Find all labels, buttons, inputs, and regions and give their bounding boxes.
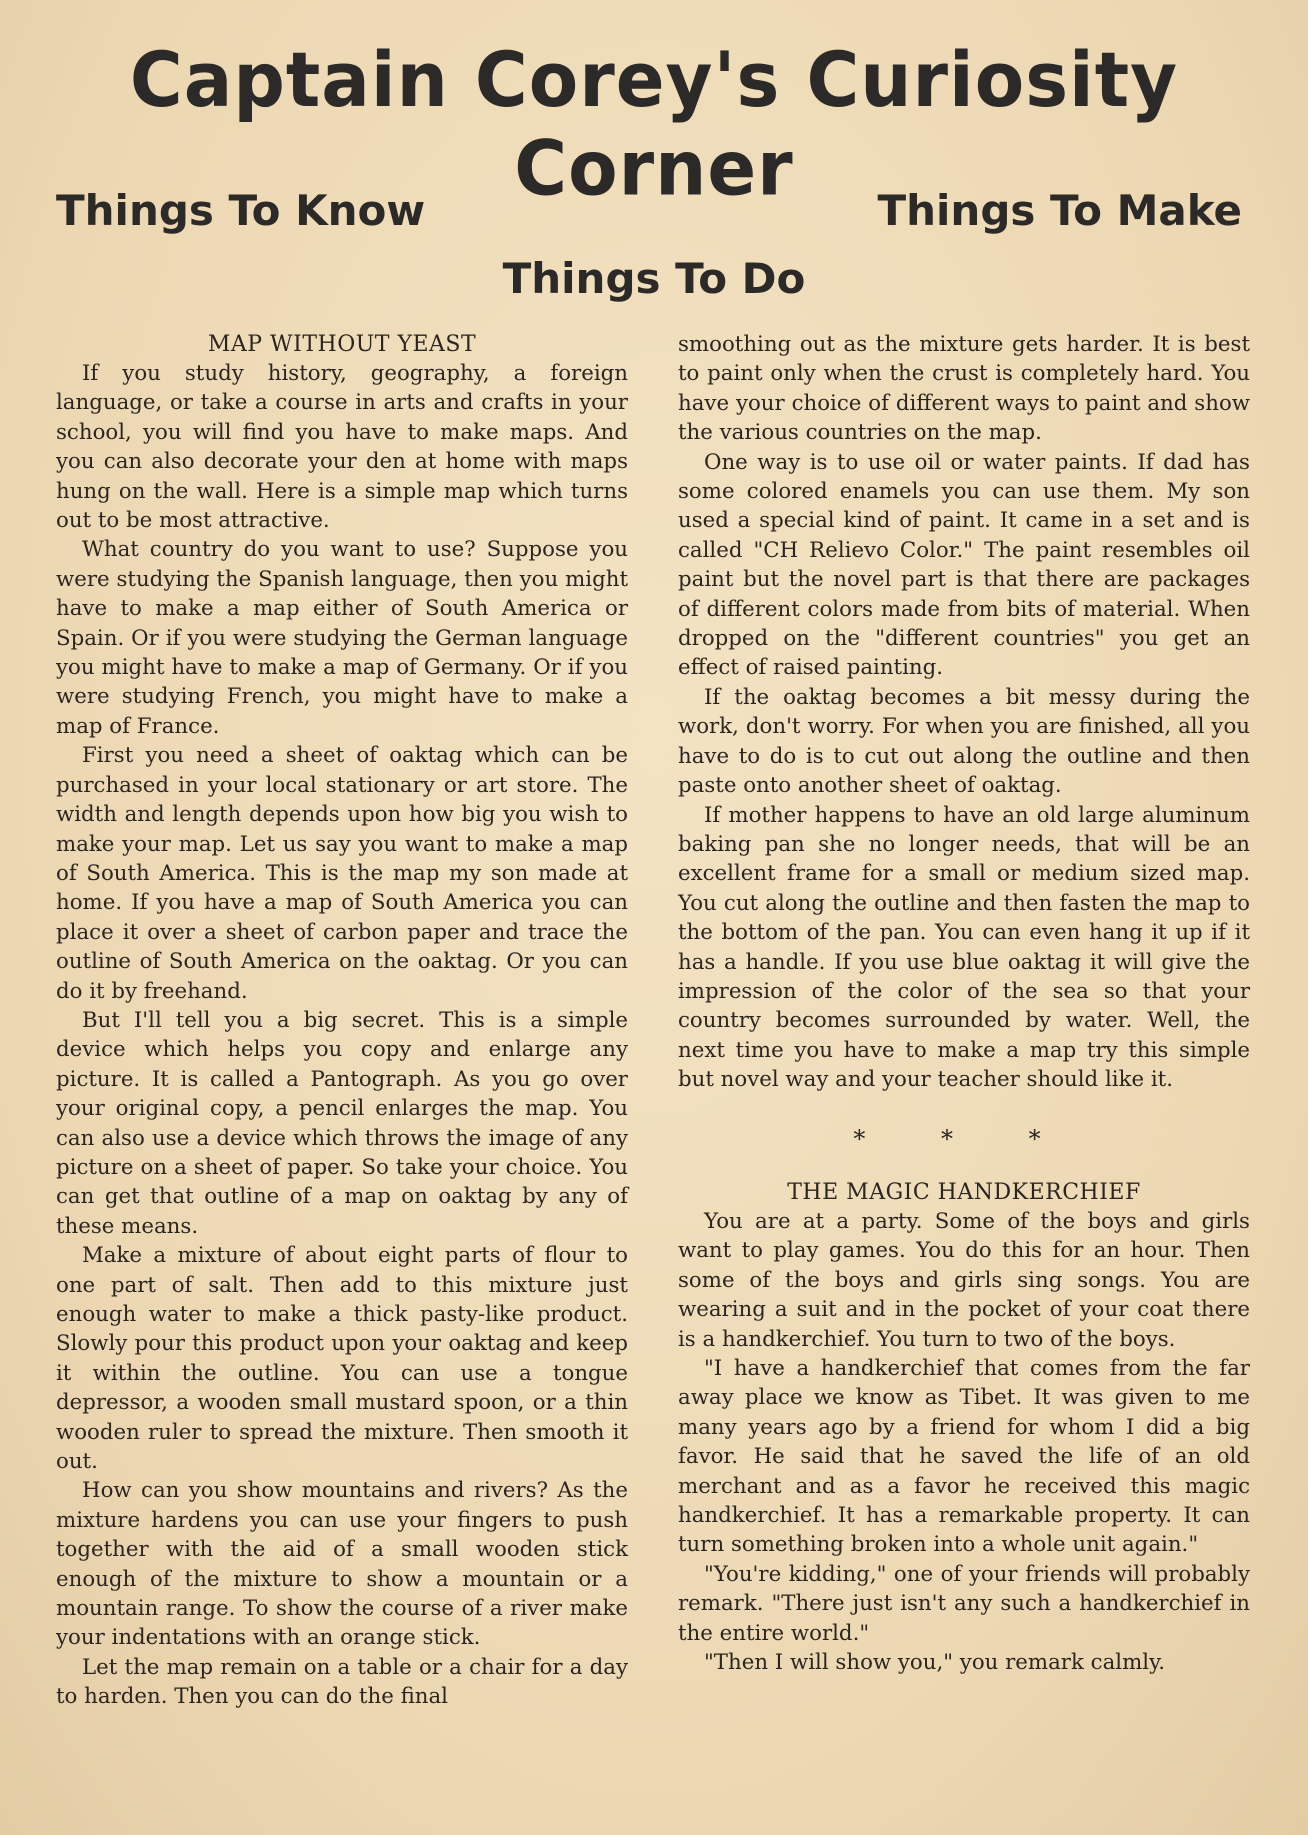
section-separator: * * * (853, 1124, 1075, 1153)
masthead-title: Captain Corey's Curiosity Corner (129, 35, 1179, 213)
article-paragraph: But I'll tell you a big secret. This is a simple device which helps you copy and enlarge any picture. It is called a Pantograph. As you go over your original copy, a pencil enlarges the map. You can also use a device which throws the image of any picture on a sheet of paper. So take your choice. You can get that outline of a map on oaktag by any of these means. (56, 1007, 628, 1239)
article-paragraph: First you need a sheet of oaktag which can be purchased in your local stationary or art store. The width and length depends upon how big you wish to make your map. Let us say you want to make a map of South America. This is the map my son made at home. If you have a map of South America you can place it over a sheet of carbon paper and trace the outline of South America on the oaktag. Or you can do it by freehand. (56, 743, 628, 1004)
article-paragraph: If mother happens to have an old large aluminum baking pan she no longer needs, that will be an excellent frame for a small or medium sized map. You cut along the outline and then fasten the map to the bottom of the pan. You can even hang it up if it has a handle. If you use blue oaktag it will give the impression of the color of the sea so that your country becomes surrounded by water. Well, the next time you have to make a map try this simple but novel way and your teacher should like it. (678, 802, 1250, 1093)
article-paragraph: "I have a handkerchief that comes from the far away place we know as Tibet. It was given to me many years ago by a friend for whom I did a big favor. He said that he saved the life of an old merchant and as a favor he received this magic handkerchief. It has a remarkable property. It can turn something broken into a whole unit again." (678, 1356, 1250, 1558)
article-paragraph: If you study history, geography, a foreign language, or take a course in arts and crafts in your school, you will find you have to make maps. And you can also decorate your den at home with maps hung on the wall. Here is a simple map which turns out to be most attractive. (56, 361, 628, 534)
subhead-things-to-make: Things To Make (877, 186, 1242, 235)
article-paragraph: What country do you want to use? Suppose you were studying the Spanish language, then you might have to make a map either of South America or Spain. Or if you were studying the German language you might have to make a map of Germany. Or if you were studying French, you might have to make a map of France. (56, 537, 628, 739)
subhead-things-to-know: Things To Know (56, 186, 426, 235)
article-paragraph: Let the map remain on a table or a chair for a day to harden. Then you can do the final (56, 1654, 628, 1710)
article-paragraph: If the oaktag becomes a bit messy during the work, don't worry. For when you are finished, all you have to do is to cut out along the outline and then paste onto another sheet of oaktag. (678, 684, 1250, 799)
left-column (56, 330, 628, 1712)
article-title-handkerchief: THE MAGIC HANDKERCHIEF (787, 1179, 1141, 1205)
article-paragraph: Make a mixture of about eight parts of flour to one part of salt. Then add to this mixture just enough water to make a thick pasty-like product. Slowly pour this product upon your oaktag and keep it within the outline. You can use a tongue depressor, a wooden small mustard spoon, or a thin wooden ruler to spread the mixture. Then smooth it out. (56, 1243, 628, 1475)
article-paragraph: "Then I will show you," you remark calmly. (704, 1650, 1166, 1676)
article-paragraph: You are at a party. Some of the boys and girls want to play games. You do this for an hour. Then some of the boys and girls sing songs. You are wearing a suit and in the pocket of your coat there is a handkerchief. You turn to two of the boys. (678, 1208, 1250, 1352)
article-paragraph: "You're kidding," one of your friends will probably remark. "There just isn't any such a handkerchief in the entire world." (678, 1561, 1250, 1646)
article-paragraph: One way is to use oil or water paints. If dad has some colored enamels you can use them. My son used a special kind of paint. It came in a set and is called "CH Relievo Color." The paint resembles oil paint but the novel part is that there are packages of different colors made from bits of material. When dropped on the "different countries" you get an effect of raised painting. (678, 449, 1250, 681)
right-column (678, 330, 1250, 1677)
article-paragraph-continued: smoothing out as the mixture gets harder. It is best to paint only when the crust is completely hard. You have your choice of different ways to paint and show the various countries on the map. (678, 332, 1250, 446)
subhead-things-to-do: Things To Do (502, 254, 806, 303)
article-title-map: MAP WITHOUT YEAST (207, 332, 477, 357)
article-paragraph: How can you show mountains and rivers? As the mixture hardens you can use your fingers to push together with the aid of a small wooden stick enough of the mixture to show a mountain or a mountain range. To show the course of a river make your indentations with an orange stick. (56, 1478, 628, 1651)
